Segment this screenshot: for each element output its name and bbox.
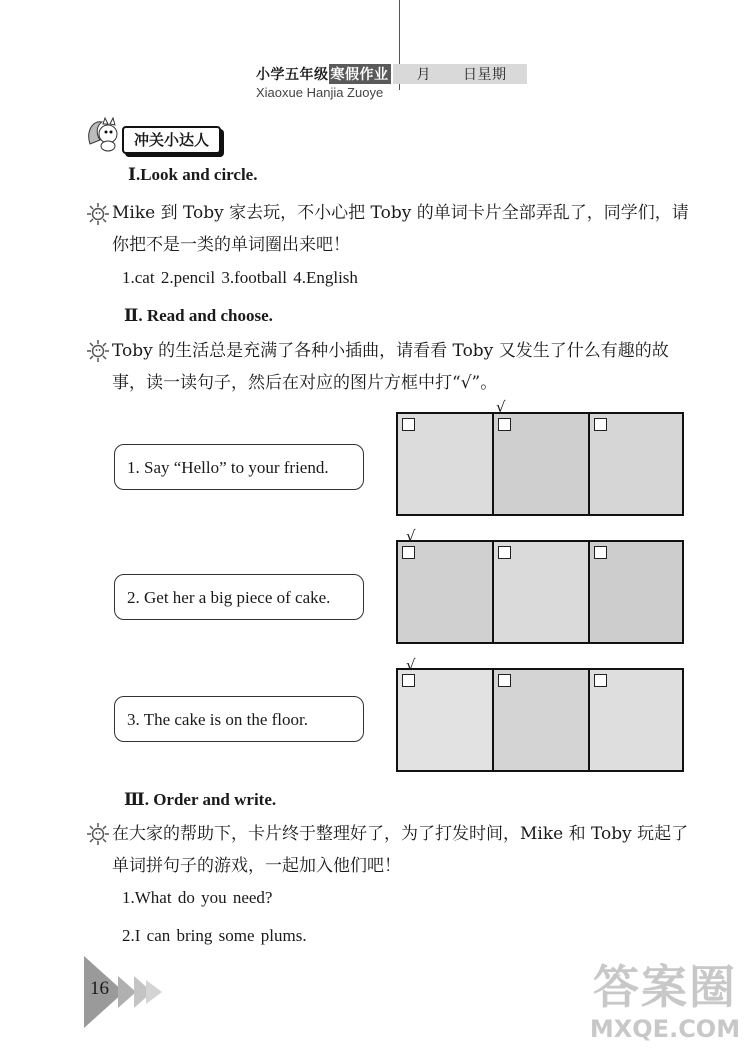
section-banner: 冲关小达人: [122, 126, 221, 154]
comic-strip-2: [396, 540, 684, 644]
section2-line1: Toby 的生活总是充满了各种小插曲，请看看 Toby 又发生了什么有趣的故: [112, 341, 669, 361]
sentence-box-1: 1. Say “Hello” to your friend.: [114, 444, 364, 490]
section1-line1: Mike 到 Toby 家去玩，不小心把 Toby 的单词卡片全部弄乱了，同学们，请: [112, 203, 689, 223]
comic-panel: [590, 542, 684, 642]
section1-line2: 你把不是一类的单词圈出来吧！: [112, 235, 350, 255]
answer-checkbox[interactable]: [498, 418, 511, 431]
comic-panel: [494, 670, 590, 770]
comic-panel: [398, 542, 494, 642]
comic-panel: [398, 414, 494, 514]
comic-panel: [494, 542, 590, 642]
comic-panel: [590, 670, 684, 770]
answer-checkbox[interactable]: [594, 674, 607, 687]
tick-mark: √: [406, 527, 416, 545]
tick-mark: √: [406, 656, 416, 674]
sun-bullet-icon: [86, 339, 110, 363]
section3-line1: 在大家的帮助下，卡片终于整理好了，为了打发时间，Mike 和 Toby 玩起了: [112, 824, 689, 844]
sentence-box-2: 2. Get her a big piece of cake.: [114, 574, 364, 620]
header-grade: 小学五年级: [256, 68, 329, 83]
answer-checkbox[interactable]: [498, 674, 511, 687]
section2-line2: 事，读一读句子，然后在对应的图片方框中打“√”。: [112, 373, 498, 393]
answer-checkbox[interactable]: [402, 418, 415, 431]
sun-bullet-icon: [86, 202, 110, 226]
header-date: [393, 64, 527, 84]
answer-checkbox[interactable]: [402, 674, 415, 687]
header-tag: 寒假作业: [329, 64, 391, 84]
squirrel-icon: [84, 114, 124, 154]
day-label: 日星期: [463, 68, 507, 83]
tick-mark: √: [496, 398, 506, 416]
comic-strip-3: [396, 668, 684, 772]
section3-heading: Ⅲ. Order and write.: [124, 790, 277, 809]
header-title: [256, 64, 527, 84]
page-number: 16: [90, 978, 109, 999]
section1-heading: Ⅰ.Look and circle.: [128, 165, 258, 184]
comic-strip-1: [396, 412, 684, 516]
section2-heading: Ⅱ. Read and choose.: [124, 306, 273, 325]
answer-checkbox[interactable]: [594, 546, 607, 559]
comic-panel: [590, 414, 684, 514]
word-list: 1.cat 2.pencil 3.football 4.English: [122, 268, 358, 287]
month-label: 月: [416, 68, 431, 83]
section3-line2: 单词拼句子的游戏，一起加入他们吧！: [112, 856, 401, 876]
watermark-url: MXQE.COM: [589, 1015, 741, 1043]
watermark-text: 答案圈: [593, 960, 737, 1014]
comic-panel: [494, 414, 590, 514]
sentence-1: 1.What do you need?: [122, 888, 273, 907]
answer-checkbox[interactable]: [498, 546, 511, 559]
sun-bullet-icon: [86, 822, 110, 846]
sentence-box-3: 3. The cake is on the floor.: [114, 696, 364, 742]
sentence-2: 2.I can bring some plums.: [122, 926, 307, 945]
answer-checkbox[interactable]: [402, 546, 415, 559]
watermark-logo: [580, 960, 750, 1044]
answer-checkbox[interactable]: [594, 418, 607, 431]
header-pinyin: Xiaoxue Hanjia Zuoye: [256, 85, 384, 100]
comic-panel: [398, 670, 494, 770]
